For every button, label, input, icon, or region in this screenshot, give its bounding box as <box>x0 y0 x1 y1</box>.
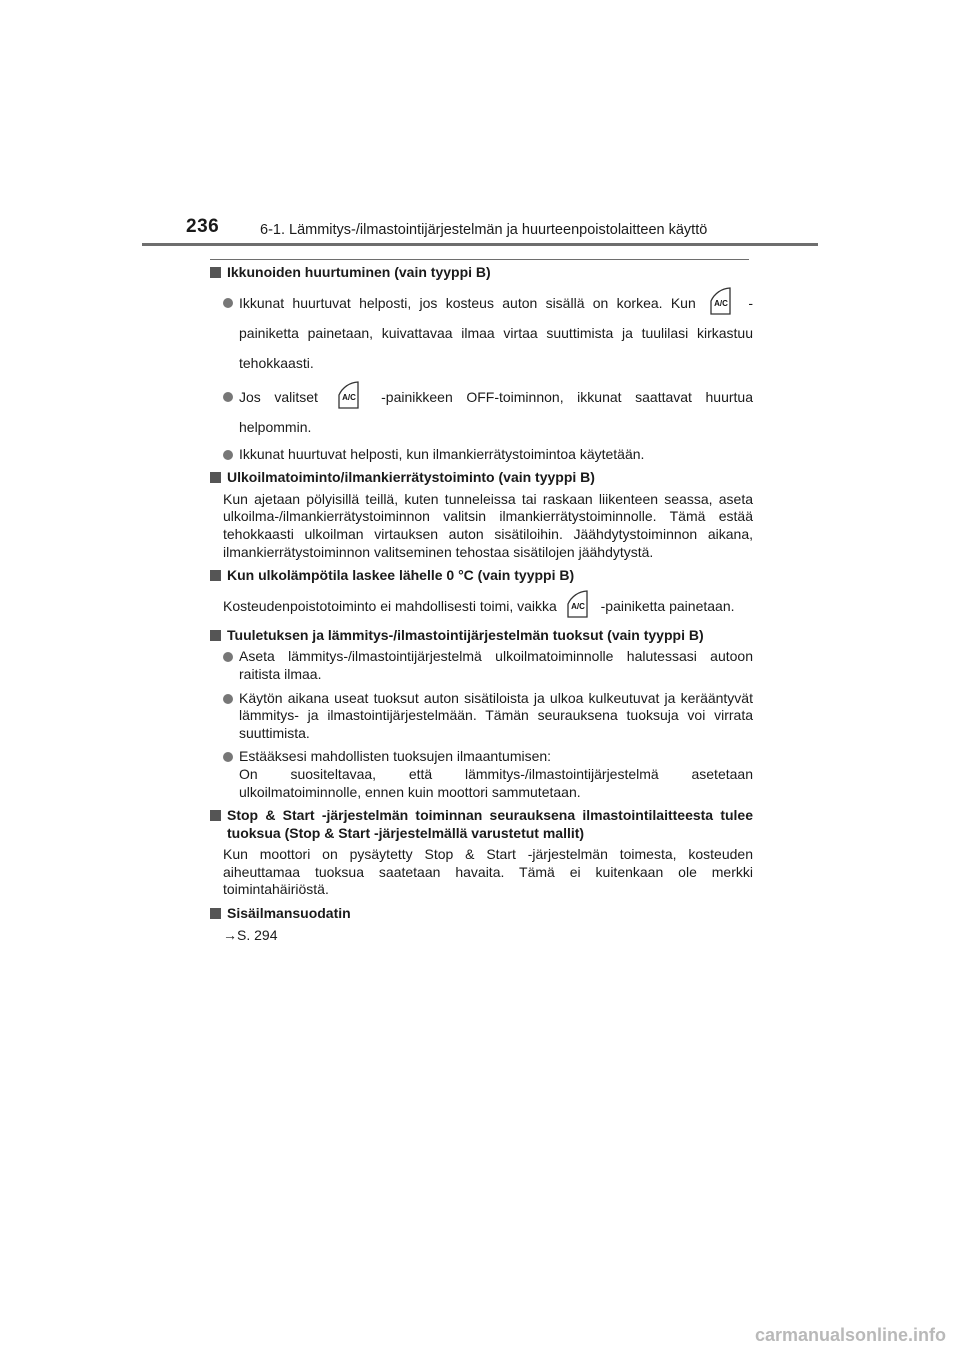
square-bullet-icon <box>210 570 221 581</box>
round-bullet-icon <box>223 652 233 662</box>
section-heading-odors: Tuuletuksen ja lämmitys-/ilmastointijärjestelmän tuoksut (vain tyyppi B) <box>208 627 753 645</box>
section-rule <box>210 259 749 260</box>
ac-button-label: A/C <box>341 392 356 402</box>
section-heading-low-temperature: Kun ulkolämpötila laskee lähelle 0 °C (vain tyyppi B) <box>208 567 753 585</box>
ac-button-label: A/C <box>714 298 728 308</box>
list-item: Ikkunat huurtuvat helposti, kun ilmankierrätystoimintoa käytetään. <box>208 446 753 464</box>
round-bullet-icon <box>223 752 233 762</box>
section-heading-window-fogging: Ikkunoiden huurtuminen (vain tyyppi B) <box>208 264 753 282</box>
list-item: Ikkunat huurtuvat helposti, jos kosteus auton sisällä on korkea. Kun A/C -painiketta painetaan, kuivattavaa ilmaa virtaa suuttimista ja tuulilasi kirkastuu tehokkaasti. <box>208 288 753 378</box>
round-bullet-icon <box>223 298 233 308</box>
section-heading-stop-start-odor: Stop & Start -järjestelmän toiminnan seurauksena ilmastointilaitteesta tulee tuoksua (Stop & Start -järjestelmällä varustetut mallit) <box>208 807 753 842</box>
section-body: Kun ajetaan pölyisillä teillä, kuten tunneleissa tai raskaan liikenteen seassa, aseta ulkoilma-/ilmankierrätystoiminnon valitsin ilmankierrätystoiminnolle. Tämä estää tehokkaasti ulkoilman virtauksen auton sisätiloihin. Jäähdytystoiminnon aikana, ilmankierrätystoiminnon valitseminen tehostaa sisätilojen jäähdytystä. <box>223 490 753 560</box>
list-item: Estääksesi mahdollisten tuoksujen ilmaantumisen: On suositeltavaa, että lämmitys-/ilmastointijärjestelmä asetetaan ulkoilmatoiminnolle, ennen kuin moottori sammutetaan. <box>208 748 753 801</box>
section-heading-cabin-filter: Sisäilmansuodatin <box>208 905 753 923</box>
chapter-title: 6-1. Lämmitys-/ilmastointijärjestelmän ja huurteenpoistolaitteen käyttö <box>260 222 708 238</box>
square-bullet-icon <box>210 267 221 278</box>
watermark: carmanualsonline.info <box>754 1325 946 1345</box>
ac-button-icon <box>708 286 736 316</box>
round-bullet-icon <box>223 450 233 460</box>
square-bullet-icon <box>210 908 221 919</box>
page-number: 236 <box>186 216 220 237</box>
list-item: Käytön aikana useat tuoksut auton sisätiloista ja ulkoa kulkeutuvat ja kerääntyvät lämmitys- ja ilmastointijärjestelmään. Tämän seurauksena tuoksuja voi virrata suuttimista. <box>208 690 753 743</box>
header-rule <box>142 243 818 246</box>
ac-button-icon <box>565 589 593 619</box>
arrow-right-icon: → <box>223 926 237 943</box>
ac-button-icon <box>336 380 364 410</box>
square-bullet-icon <box>210 810 221 821</box>
square-bullet-icon <box>210 472 221 483</box>
section-heading-air-recirculation: Ulkoilmatoiminto/ilmankierrätystoiminto (vain tyyppi B) <box>208 469 753 487</box>
list-item: Jos valitset A/C -painikkeen OFF-toiminnon, ikkunat saattavat huurtua helpommin. <box>208 382 753 442</box>
list-item: Aseta lämmitys-/ilmastointijärjestelmä ulkoilmatoiminnolle halutessasi autoon raitista ilmaa. <box>208 648 753 683</box>
square-bullet-icon <box>210 630 221 641</box>
round-bullet-icon <box>223 694 233 704</box>
page-reference[interactable] <box>208 927 753 945</box>
round-bullet-icon <box>223 392 233 402</box>
ac-button-label: A/C <box>570 602 585 612</box>
section-body: Kosteudenpoistotoiminto ei mahdollisesti toimi, vaikka A/C -painiketta painetaan. <box>208 591 753 621</box>
page-reference-link[interactable]: S. 294 <box>237 926 278 943</box>
section-body: Kun moottori on pysäytetty Stop & Start -järjestelmän toimesta, kosteuden aiheuttamaa tuoksua saatetaan havaita. Tämä ei kuitenkaan ole merkki toimintahäiriöstä. <box>223 846 753 898</box>
page-content <box>208 264 753 944</box>
